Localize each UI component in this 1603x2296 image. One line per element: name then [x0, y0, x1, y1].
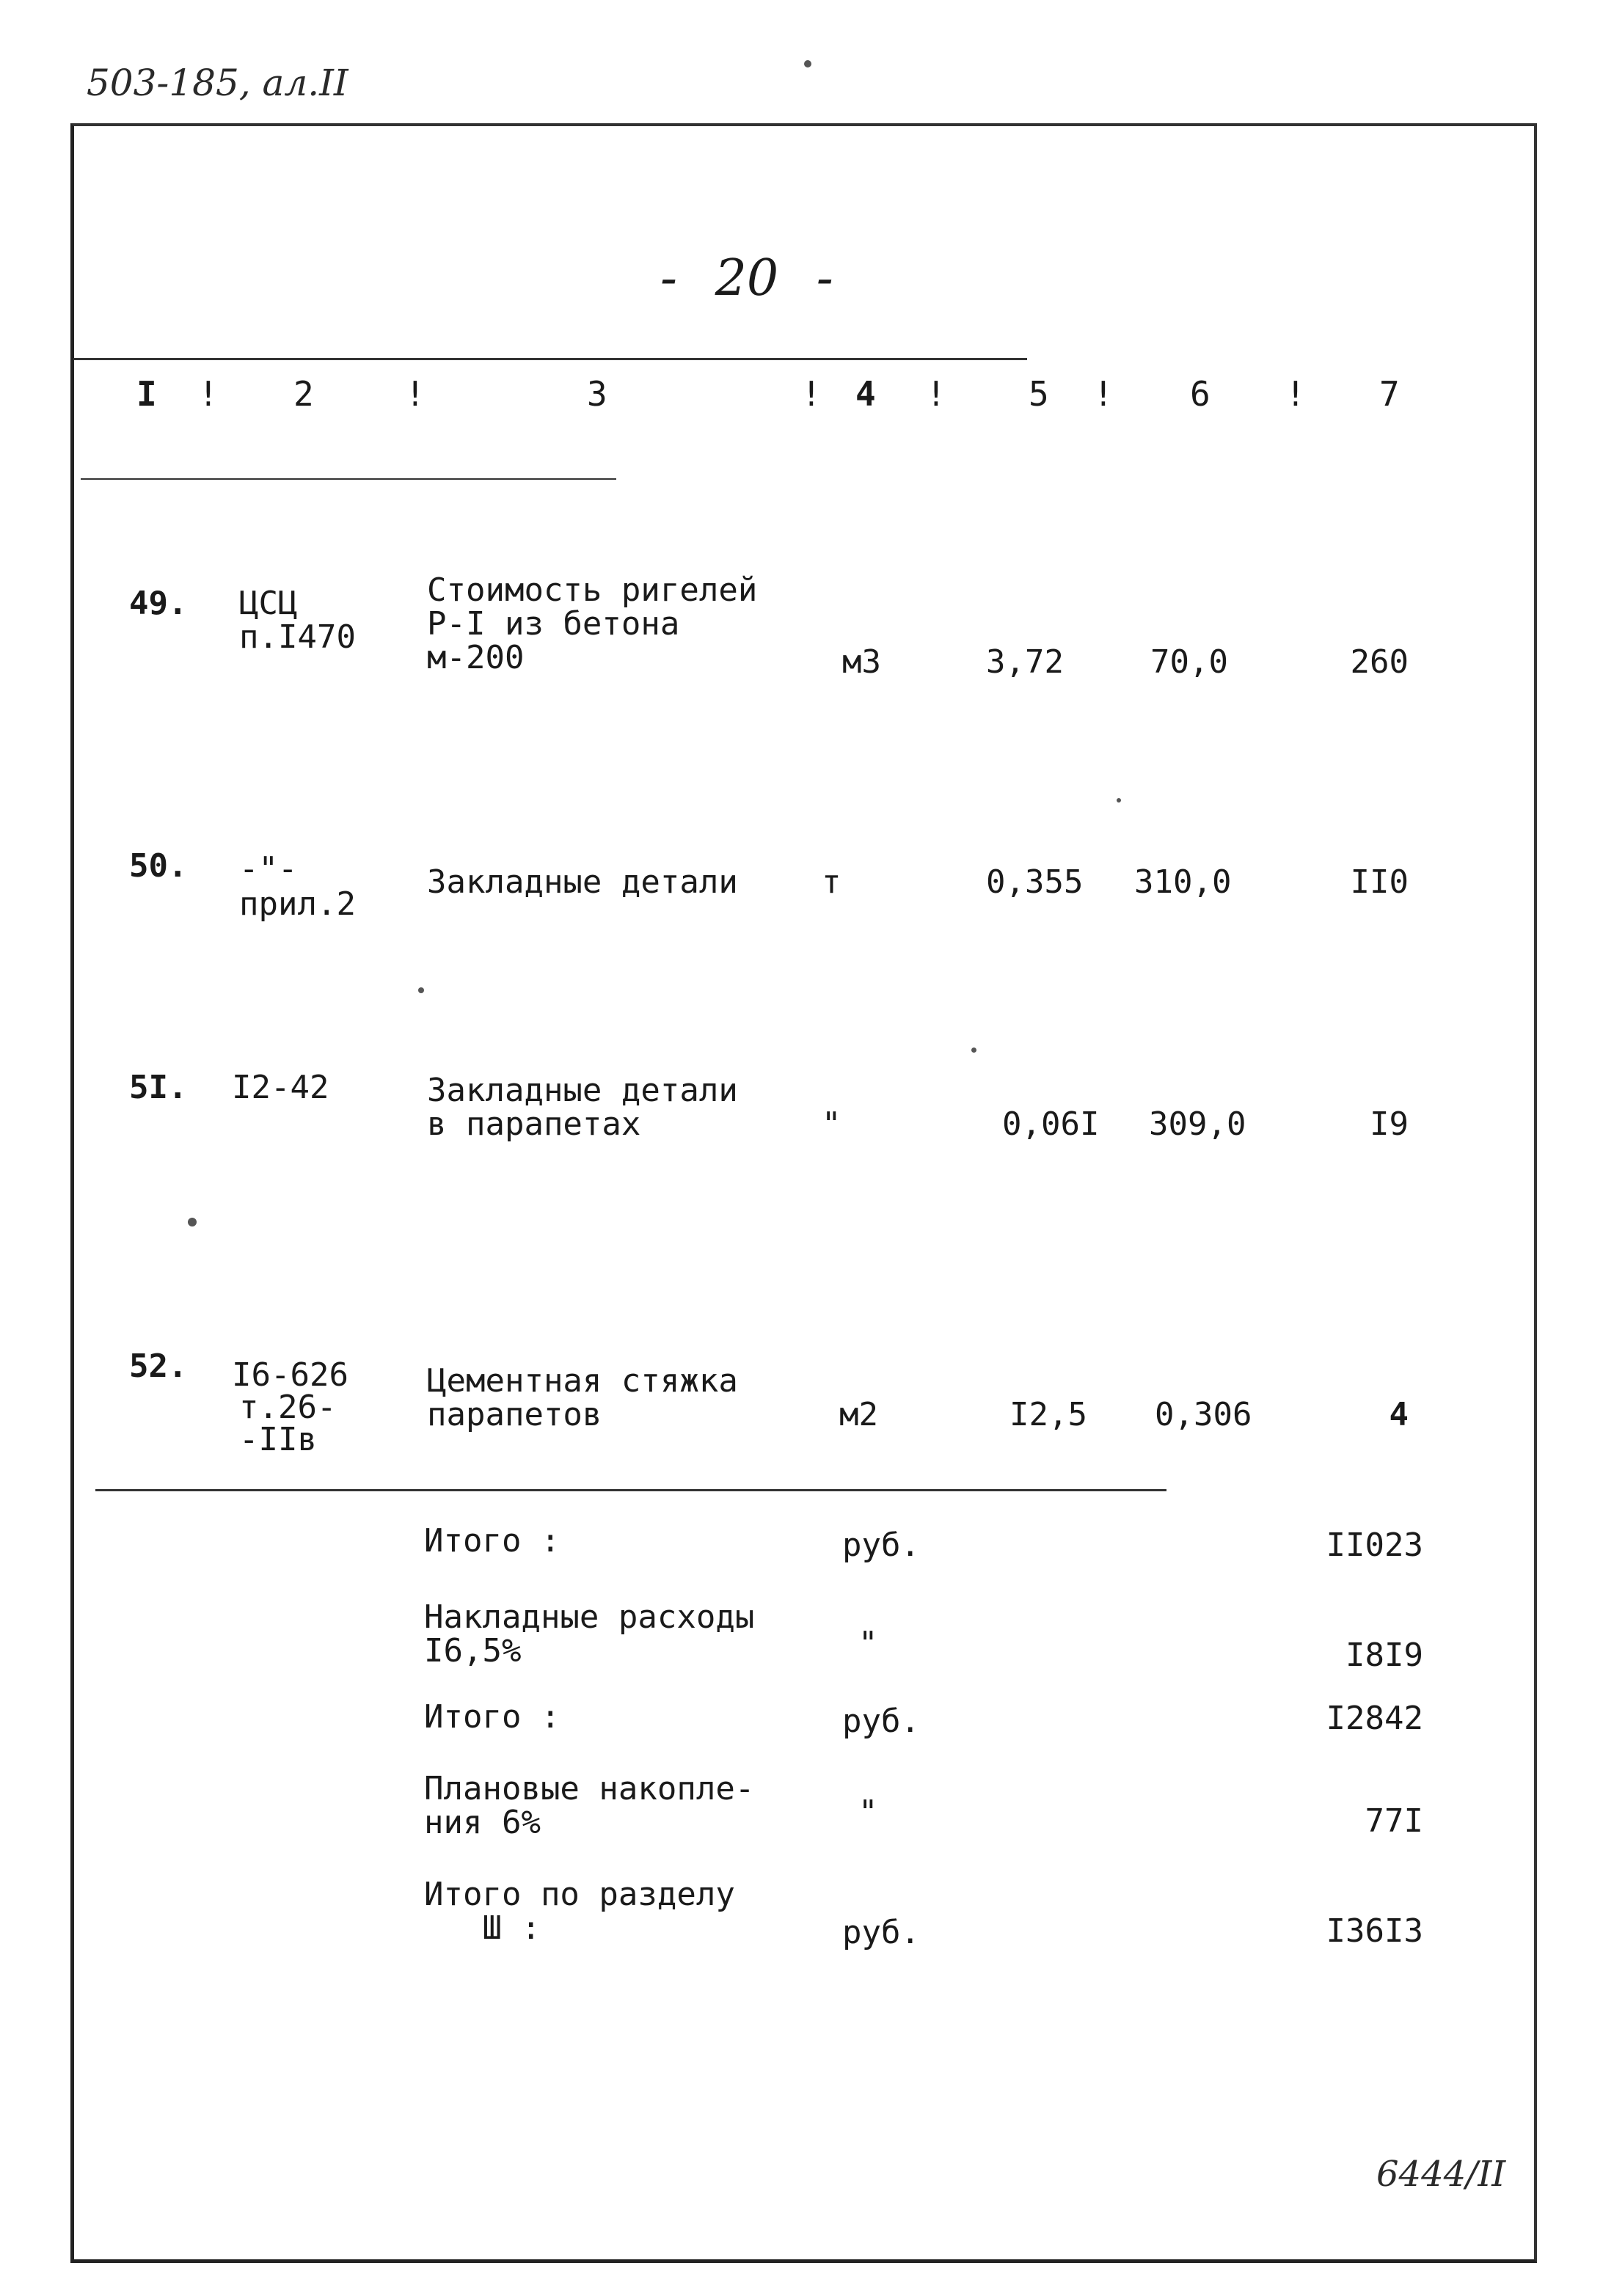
- row-price: 70,0: [1150, 643, 1228, 681]
- summary-label: Итого :: [424, 1522, 560, 1560]
- summary-unit: ": [858, 1794, 878, 1831]
- row-price: 309,0: [1149, 1105, 1246, 1143]
- page-number: - 20 -: [660, 249, 833, 307]
- col-header-6: 6: [1190, 374, 1211, 414]
- row-code: -IIв: [239, 1421, 317, 1458]
- summary-total: I2842: [1326, 1700, 1423, 1737]
- row-total: 260: [1350, 643, 1409, 681]
- row-code: т.26-: [239, 1389, 337, 1426]
- col-sep: !: [405, 374, 426, 414]
- summary-label: Накладные расходы: [424, 1598, 755, 1636]
- archive-note: 6444/II: [1376, 2154, 1506, 2195]
- row-description: Закладные детали: [427, 1072, 738, 1109]
- row-description: в парапетах: [427, 1105, 641, 1143]
- row-quantity: 0,06I: [1002, 1105, 1100, 1143]
- row-total: II0: [1350, 863, 1409, 901]
- header-top-line: [73, 358, 1027, 360]
- summary-label: Плановые накопле-: [424, 1770, 755, 1807]
- col-header-4: 4: [855, 374, 876, 414]
- col-header-5: 5: [1029, 374, 1049, 414]
- summary-unit: руб.: [842, 1527, 920, 1564]
- col-sep: !: [1285, 374, 1306, 414]
- row-description: Стоимость ригелей: [427, 571, 758, 609]
- row-code: ЦСЦ: [239, 585, 298, 622]
- row-description: Р-I из бетона: [427, 605, 680, 643]
- summary-total: I8I9: [1345, 1637, 1423, 1674]
- row-total: 4: [1389, 1396, 1409, 1433]
- col-header-2: 2: [293, 374, 314, 414]
- row-quantity: 0,355: [986, 863, 1084, 901]
- row-description: парапетов: [427, 1396, 602, 1433]
- row-quantity: I2,5: [1009, 1396, 1087, 1433]
- row-number: 49.: [129, 585, 188, 622]
- row-unit: м3: [842, 643, 881, 681]
- scan-speck: [804, 60, 811, 67]
- summary-label: ния 6%: [424, 1804, 541, 1841]
- col-sep: !: [1093, 374, 1114, 414]
- totals-separator: [95, 1489, 1166, 1491]
- row-number: 52.: [129, 1348, 188, 1385]
- row-code: п.I470: [239, 618, 356, 656]
- row-code: I2-42: [232, 1069, 329, 1106]
- scan-speck: [418, 987, 424, 993]
- scan-speck: [1117, 798, 1121, 802]
- row-description: м-200: [427, 639, 525, 676]
- row-total: I9: [1370, 1105, 1409, 1143]
- row-unit: м2: [839, 1396, 878, 1433]
- col-sep: !: [801, 374, 822, 414]
- row-unit: т: [822, 863, 841, 901]
- row-quantity: 3,72: [986, 643, 1064, 681]
- row-description: Закладные детали: [427, 863, 738, 901]
- row-number: 5I.: [129, 1069, 188, 1106]
- summary-unit: ": [858, 1625, 878, 1662]
- summary-total: 77I: [1365, 1802, 1423, 1840]
- summary-total: I36I3: [1326, 1912, 1423, 1950]
- row-price: 0,306: [1155, 1396, 1252, 1433]
- col-header-7: 7: [1379, 374, 1400, 414]
- corner-note: 503-185, ал.II: [87, 62, 348, 104]
- row-unit: ": [822, 1105, 841, 1143]
- summary-unit: руб.: [842, 1703, 920, 1740]
- row-code: прил.2: [239, 885, 356, 923]
- row-code: -"-: [239, 850, 298, 888]
- row-number: 50.: [129, 847, 188, 885]
- summary-total: II023: [1326, 1527, 1423, 1564]
- scan-speck: [188, 1218, 197, 1226]
- col-header-1: I: [136, 374, 157, 414]
- summary-label: I6,5%: [424, 1632, 522, 1670]
- col-sep: !: [926, 374, 946, 414]
- row-code: I6-626: [232, 1356, 348, 1394]
- summary-label: Ш :: [424, 1909, 541, 1947]
- header-bottom-line: [81, 478, 616, 480]
- summary-label: Итого по разделу: [424, 1876, 735, 1913]
- summary-label: Итого :: [424, 1698, 560, 1736]
- row-price: 310,0: [1134, 863, 1232, 901]
- col-sep: !: [198, 374, 219, 414]
- col-header-3: 3: [587, 374, 607, 414]
- row-description: Цементная стяжка: [427, 1362, 738, 1400]
- scan-speck: [971, 1048, 976, 1053]
- summary-unit: руб.: [842, 1914, 920, 1951]
